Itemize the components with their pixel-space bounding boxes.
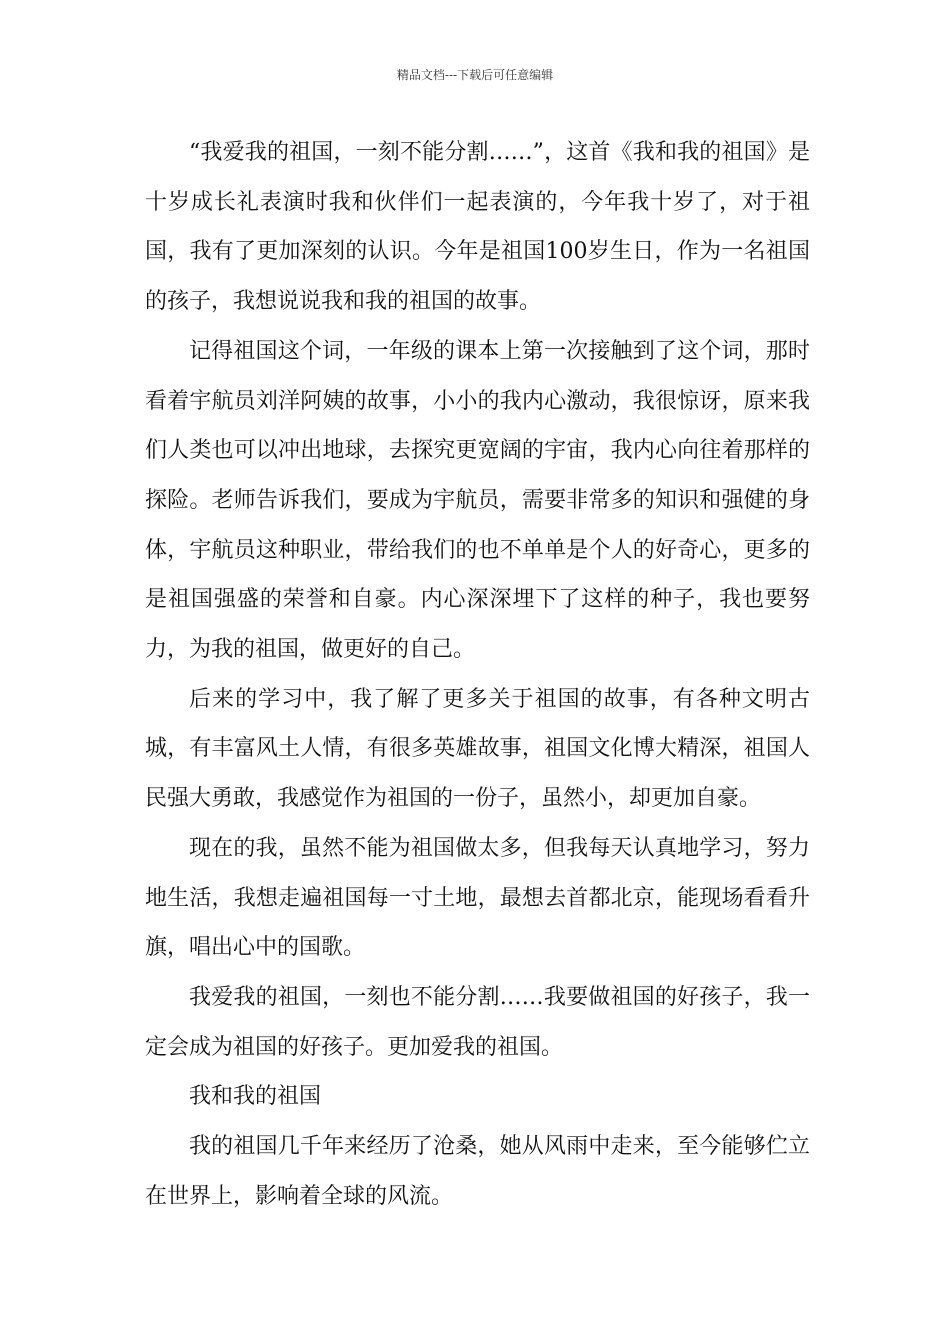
paragraph-1: “我爱我的祖国，一刻不能分割……”，这首《我和我的祖国》是十岁成长礼表演时我和伙伴们一起表演的，今年我十岁了，对于祖国，我有了更加深刻的认识。今年是祖国100岁生日，作为一名祖国的孩子，我想说说我和我的祖国的故事。	[145, 140, 810, 315]
section-title: 我和我的祖国	[189, 1084, 322, 1110]
paragraph-3: 后来的学习中，我了解了更多关于祖国的故事，有各种文明古城，有丰富风土人情，有很多英雄故事，祖国文化博大精深，祖国人民强大勇敢，我感觉作为祖国的一份子，虽然小，却更加自豪。	[145, 686, 810, 812]
paragraph-2: 记得祖国这个词，一年级的课本上第一次接触到了这个词，那时看着宇航员刘洋阿姨的故事，小小的我内心激动，我很惊讶，原来我们人类也可以冲出地球，去探究更宽阔的宇宙，我内心向往着那样的探险。老师告诉我们，要成为宇航员，需要非常多的知识和强健的身体，宇航员这种职业，带给我们的也不单单是个人的好奇心，更多的是祖国强盛的荣誉和自豪。内心深深埋下了这样的种子，我也要努力，为我的祖国，做更好的自己。	[145, 338, 810, 663]
paragraph-4: 现在的我，虽然不能为祖国做太多，但我每天认真地学习，努力地生活，我想走遍祖国每一寸土地，最想去首都北京，能现场看看升旗，唱出心中的国歌。	[145, 835, 810, 961]
document-body	[145, 128, 810, 1221]
paragraph-6: 我的祖国几千年来经历了沧桑，她从风雨中走来，至今能够伫立在世界上，影响着全球的风流。	[145, 1134, 810, 1209]
paragraph-5: 我爱我的祖国，一刻也不能分割……我要做祖国的好孩子，我一定会成为祖国的好孩子。更加爱我的祖国。	[145, 984, 810, 1060]
page-header: 精品文档---下载后可任意编辑	[396, 68, 554, 82]
